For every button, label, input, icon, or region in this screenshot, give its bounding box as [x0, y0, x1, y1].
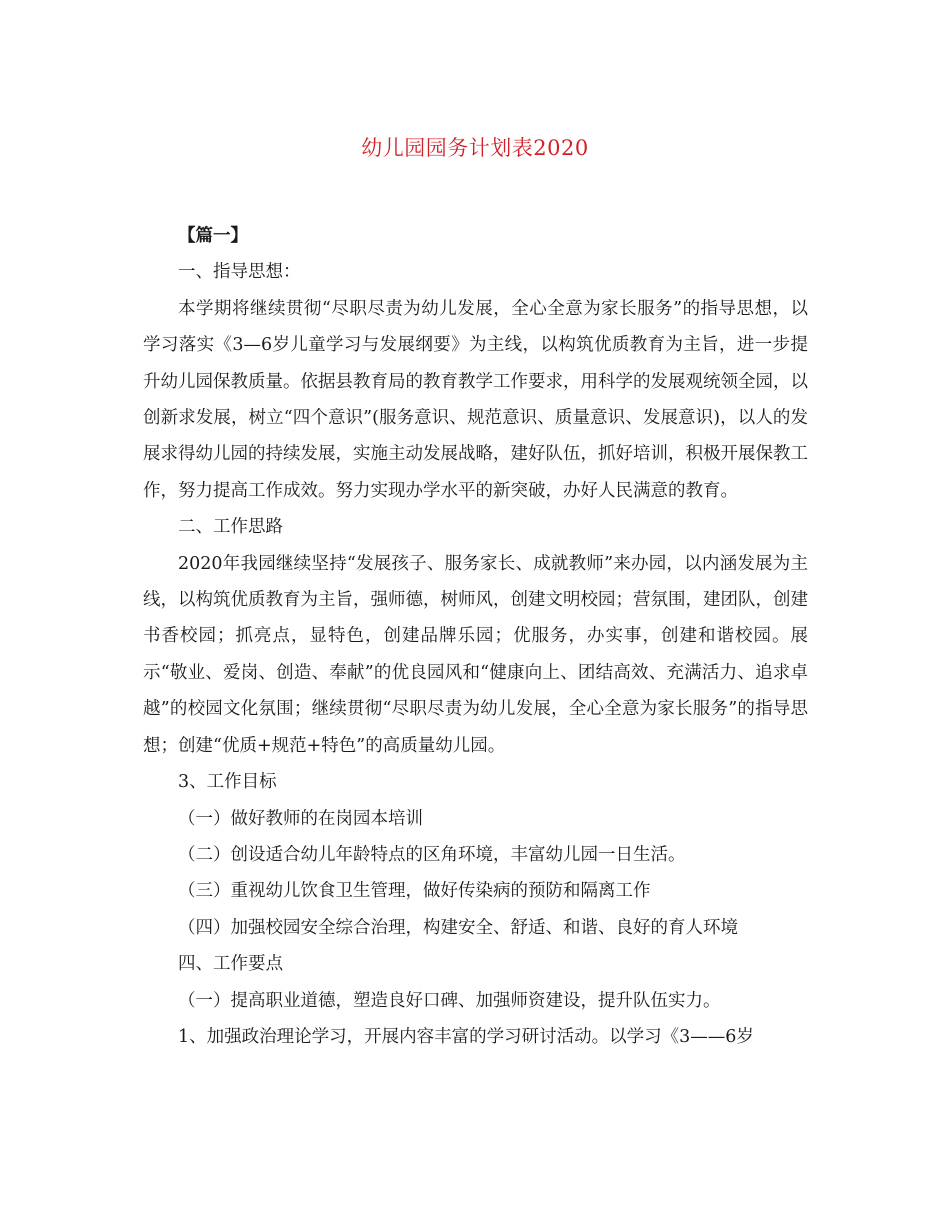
work-point-item: （一）提高职业道德，塑造良好口碑、加强师资建设，提升队伍实力。 [178, 990, 721, 1011]
document-title: 幼儿园园务计划表2020 [361, 136, 589, 160]
goal-item: （四）加强校园安全综合治理，构建安全、舒适、和谐、良好的育人环境 [178, 917, 738, 938]
paragraph-guiding-ideology: 本学期将继续贯彻“尽职尽责为幼儿发展，全心全意为家长服务”的指导思想，以学习落实《3—6岁儿童学习与发展纲要》为主线，以构筑优质教育为主旨，进一步提升幼儿园保教质量。依据县教育局的教育教学工作要求，用科学的发展观统领全园，以创新求发展，树立“四个意识”(服务意识、规范意识、质量意识、发展意识)，以人的发展求得幼儿园的持续发展，实施主动发展战略，建好队伍，抓好培训，积极开展保教工作，努力提高工作成效。努力实现办学水平的新突破，办好人民满意的教育。 [143, 298, 808, 501]
heading-guiding-ideology: 一、指导思想： [178, 262, 301, 283]
goal-item: （三）重视幼儿饮食卫生管理，做好传染病的预防和隔离工作 [178, 881, 651, 902]
goal-item: （二）创设适合幼儿年龄特点的区角环境，丰富幼儿园一日生活。 [178, 844, 686, 865]
paragraph-work-approach: 2020年我园继续坚持“发展孩子、服务家长、成就教师”来办园，以内涵发展为主线，以构筑优质教育为主旨，强师德，树师风，创建文明校园；营氛围，建团队，创建书香校园；抓亮点，显特色，创建品牌乐园；优服务，办实事，创建和谐校园。展示“敬业、爱岗、创造、奉献”的优良园风和“健康向上、团结高效、充满活力、追求卓越”的校园文化氛围；继续贯彻“尽职尽责为幼儿发展，全心全意为家长服务”的指导思想；创建“优质+规范+特色”的高质量幼儿园。 [143, 553, 808, 756]
heading-work-approach: 二、工作思路 [178, 517, 283, 538]
work-point-subitem: 1、加强政治理论学习，开展内容丰富的学习研讨活动。以学习《3——6岁 [178, 1026, 754, 1047]
heading-work-goals: 3、工作目标 [178, 772, 277, 793]
goal-item: （一）做好教师的在岗园本培训 [178, 808, 423, 829]
section-label: 【篇一】 [178, 226, 248, 246]
document-body [143, 218, 808, 1055]
heading-work-points: 四、工作要点 [178, 954, 283, 975]
